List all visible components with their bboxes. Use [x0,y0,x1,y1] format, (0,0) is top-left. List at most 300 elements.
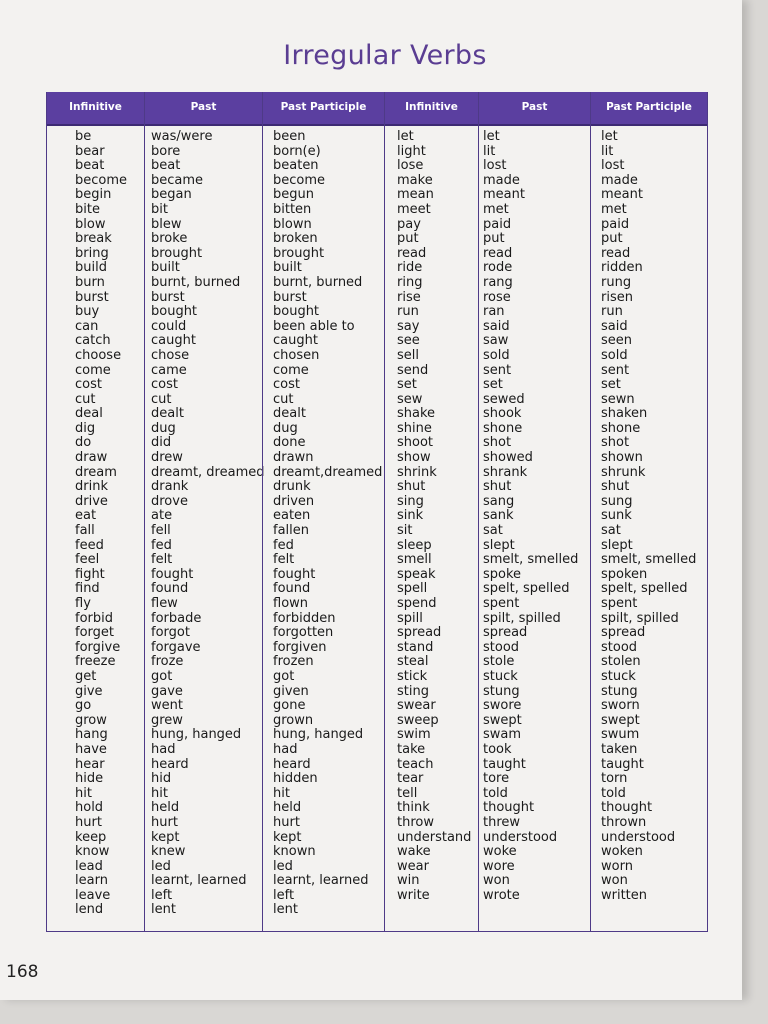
verb-form: draw [75,450,108,466]
verb-form: stand [397,639,434,655]
verb-form: go [75,698,92,714]
verb-form: forbidden [273,610,336,626]
verb-form: got [273,668,295,684]
verb-form: steal [397,654,429,670]
verb-form: lent [273,902,298,918]
verb-form: taken [601,741,638,757]
verb-form: freeze [75,654,116,670]
verb-form: meet [397,201,431,217]
verb-form: born(e) [273,143,321,159]
verb-form: tear [397,771,424,787]
column-header: Infinitive [385,92,478,126]
verb-form: drank [151,479,189,495]
verb-form: had [273,741,298,757]
verb-form: lent [151,902,176,918]
verb-form: sank [483,508,514,524]
verb-form: hung, hanged [273,727,364,743]
verb-form: swam [483,727,522,743]
verb-form: sewed [483,391,525,407]
verb-form: do [75,435,92,451]
verb-form: got [151,668,173,684]
verb-form: sell [397,347,419,363]
column-header: Infinitive [47,92,144,126]
verb-form: become [75,172,128,188]
verb-form: built [273,260,302,276]
verb-form: rung [601,274,632,290]
verb-form: shut [397,479,426,495]
column-past-participle-2 [590,92,708,932]
verb-form: began [151,187,192,203]
verb-form: tell [397,785,418,801]
verb-form: lend [75,902,104,918]
verb-form: held [151,800,180,816]
verb-form: spread [601,625,646,641]
verb-form: cut [75,391,96,407]
verb-form: fly [75,596,91,611]
verb-form: chosen [273,347,320,363]
verb-form: shown [601,450,643,466]
verb-form: hurt [273,814,300,830]
verb-form: dreamt,dreamed [273,464,383,480]
verb-form: read [397,245,427,261]
verb-form: hung, hanged [151,727,242,743]
verb-form: slept [483,537,515,553]
verb-form: drink [75,479,108,495]
verb-form: sat [483,523,503,539]
verb-form: fall [75,523,95,539]
verb-form: stuck [483,668,518,684]
verb-form: get [75,668,97,684]
verb-form: drew [151,450,183,466]
verb-form: hide [75,771,104,787]
verb-form: be [75,129,92,144]
verb-form: led [273,858,293,874]
verb-form: known [273,844,316,860]
verb-form: smelt, smelled [601,552,697,568]
verb-form: fought [151,566,194,582]
verb-form: burnt, burned [151,274,241,290]
verb-form: understand [397,829,472,845]
verb-form: begun [273,187,314,203]
verb-form: was/were [151,129,213,144]
verb-form: ring [397,274,423,290]
verb-form: catch [75,333,111,349]
page-title: Irregular Verbs [283,40,487,71]
verb-form: eaten [273,508,311,524]
verb-form: feel [75,552,100,568]
verb-form: woke [483,844,517,860]
verb-form: keep [75,829,107,845]
verb-form: sewn [601,391,635,407]
verb-form: build [75,260,107,276]
verb-form: made [601,172,638,188]
verb-form: frozen [273,654,314,670]
verb-form: swim [397,727,431,743]
verb-form: dug [273,420,298,436]
verb-form: break [75,231,112,247]
verb-form: deal [75,406,103,422]
table-bottom-border [46,931,708,932]
verb-form: drunk [273,479,311,495]
verb-form: said [483,318,510,334]
verb-form: shut [483,479,512,495]
verb-form: brought [273,245,325,261]
verb-form: gave [151,683,183,699]
verb-form: throw [397,814,434,830]
verb-form: sang [483,493,515,509]
verb-form: kept [273,829,302,845]
verb-form: did [151,435,172,451]
verb-form: sweep [397,712,439,728]
verb-form: choose [75,347,122,363]
verb-form: forget [75,625,114,641]
column-infinitive-1 [46,92,144,932]
verb-form: sink [397,508,424,524]
verb-form: blew [151,216,182,232]
verb-form: put [483,231,505,247]
verb-form: buy [75,304,100,320]
verb-form: rise [397,289,421,305]
verb-form: knew [151,844,186,860]
verb-form: send [397,362,429,378]
verb-form: hang [75,727,108,743]
verb-form: spent [483,596,520,611]
verb-form: say [397,318,420,334]
verb-form: torn [601,771,628,787]
verb-form: fought [273,566,316,582]
verb-form: sit [397,523,413,539]
verb-form: held [273,800,302,816]
verb-form: bitten [273,201,312,217]
column-past-participle-1 [262,92,384,932]
verb-form: write [397,887,430,903]
verb-form: had [151,741,176,757]
column-header: Past Participle [263,92,384,126]
verb-form: forbid [75,610,113,626]
verb-form: cost [273,377,300,393]
verb-form: read [601,245,631,261]
verb-form: sold [483,347,510,363]
verb-form: run [601,304,623,320]
verb-form: shine [397,420,432,436]
verb-form: cost [151,377,178,393]
verb-form: burst [75,289,109,305]
verb-form: shrunk [601,464,646,480]
verb-form: met [601,201,627,217]
verb-form: stole [483,654,515,670]
verb-form: felt [151,552,173,568]
verb-form: been [273,129,306,144]
verb-form: stolen [601,654,641,670]
verb-form: grown [273,712,314,728]
verb-form: swept [483,712,522,728]
verb-form: can [75,318,99,334]
verb-form: left [273,887,295,903]
verb-form: cost [75,377,102,393]
verb-form: spoke [483,566,522,582]
verb-form: run [397,304,419,320]
verb-form: burst [273,289,307,305]
verb-form: bought [151,304,198,320]
verb-form: came [151,362,187,378]
verb-form: sold [601,347,628,363]
verb-form: shot [483,435,512,451]
verb-form: hit [151,785,168,801]
verb-list [145,126,265,918]
verb-form: hidden [273,771,318,787]
verb-form: stuck [601,668,636,684]
verb-form: ran [483,304,505,320]
verb-form: lead [75,858,103,874]
verb-form: sing [397,493,424,509]
verb-form: spread [483,625,528,641]
verb-form: set [483,377,503,393]
verb-form: leave [75,887,111,903]
verb-form: bring [75,245,109,261]
verb-form: could [151,318,187,334]
verb-form: seen [601,333,633,349]
verb-form: win [397,873,420,889]
verb-form: burnt, burned [273,274,363,290]
verb-form: ride [397,260,423,276]
verb-form: become [273,172,326,188]
verb-form: bought [273,304,320,320]
verb-form: lost [483,158,507,174]
verb-form: shake [397,406,436,422]
verb-form: done [273,435,306,451]
verb-form: sunk [601,508,632,524]
verb-form: woken [601,844,643,860]
verb-form: give [75,683,103,699]
verb-form: spell [397,581,428,597]
verb-form: heard [273,756,311,772]
verb-form: taught [601,756,644,772]
verb-form: heard [151,756,189,772]
verb-list [479,126,590,903]
verb-form: made [483,172,520,188]
column-header: Past Participle [591,92,707,126]
column-past-1 [144,92,265,932]
verb-form: spoken [601,566,648,582]
verb-form: set [397,377,417,393]
verb-form: wear [397,858,429,874]
verb-form: forgotten [273,625,334,641]
verb-form: grew [151,712,183,728]
verb-list [263,126,384,918]
verb-form: forgave [151,639,201,655]
verb-form: know [75,844,110,860]
verb-form: dealt [273,406,306,422]
verb-form: spent [601,596,638,611]
verb-form: stood [483,639,520,655]
verb-form: took [483,741,512,757]
verb-form: fell [151,523,171,539]
verb-form: shot [601,435,630,451]
verb-form: ate [151,508,173,524]
verb-form: learn [75,873,108,889]
verb-form: sting [397,683,429,699]
verb-form: sent [601,362,630,378]
verb-form: shone [601,420,641,436]
verb-form: hid [151,771,172,787]
verb-form: put [601,231,623,247]
page-number: 168 [6,962,39,982]
verb-form: beat [75,158,105,174]
verb-form: drive [75,493,108,509]
verb-form: bear [75,143,105,159]
verb-form: met [483,201,509,217]
verb-form: beat [151,158,181,174]
verb-form: told [483,785,508,801]
column-past-2 [478,92,590,932]
verb-form: shrank [483,464,528,480]
verb-form: fed [151,537,172,553]
verb-form: hit [273,785,290,801]
verb-form: fallen [273,523,310,539]
verb-form: rose [483,289,511,305]
verb-form: smell [397,552,432,568]
verb-form: saw [483,333,509,349]
verb-form: felt [273,552,295,568]
verb-form: bite [75,201,100,217]
verb-form: shone [483,420,523,436]
verb-form: caught [151,333,196,349]
verb-form: left [151,887,173,903]
verb-form: written [601,887,648,903]
verb-form: swept [601,712,640,728]
verb-form: cut [273,391,294,407]
verb-form: lose [397,158,424,174]
verb-form: thought [483,800,535,816]
verb-form: sworn [601,698,640,714]
verb-form: hit [75,785,92,801]
verb-form: hold [75,800,104,816]
verb-form: come [75,362,111,378]
verb-form: ridden [601,260,643,276]
verb-form: light [397,143,426,159]
verb-form: forbade [151,610,202,626]
verb-form: forgiven [273,639,327,655]
verb-form: sung [601,493,633,509]
verb-form: stung [601,683,638,699]
verb-list [47,126,144,918]
verb-form: dealt [151,406,184,422]
verb-form: won [601,873,628,889]
verb-form: shoot [397,435,434,451]
verb-form: led [151,858,171,874]
verb-form: chose [151,347,190,363]
verb-form: lit [483,143,496,159]
verb-form: understood [483,829,558,845]
verb-form: let [397,129,414,144]
verb-form: spill [397,610,423,626]
verb-form: read [483,245,513,261]
verb-form: rode [483,260,513,276]
verb-form: swum [601,727,640,743]
verb-form: teach [397,756,434,772]
verb-form: fed [273,537,294,553]
verb-form: swear [397,698,436,714]
verb-form: stood [601,639,638,655]
verb-form: hurt [75,814,102,830]
verb-form: wrote [483,887,520,903]
verb-form: became [151,172,204,188]
verb-form: sew [397,391,423,407]
verb-form: bit [151,201,168,217]
verb-form: paid [483,216,512,232]
verb-form: told [601,785,626,801]
verb-form: forgot [151,625,190,641]
verb-form: shrink [397,464,437,480]
verb-form: set [601,377,621,393]
verb-form: caught [273,333,318,349]
verb-form: flown [273,596,309,611]
verb-form: broken [273,231,318,247]
verb-form: meant [483,187,525,203]
verb-form: spend [397,596,437,611]
verb-form: found [273,581,311,597]
verb-form: thought [601,800,653,816]
verb-form: froze [151,654,184,670]
verb-form: kept [151,829,180,845]
verb-form: spilt, spilled [483,610,561,626]
verb-form: cut [151,391,172,407]
verb-form: let [483,129,500,144]
verb-form: hear [75,756,105,772]
verb-form: meant [601,187,643,203]
verb-form: went [151,698,183,714]
verb-form: dreamt, dreamed [151,464,265,480]
verb-form: driven [273,493,315,509]
verb-form: think [397,800,430,816]
verb-form: lost [601,158,625,174]
verb-form: dug [151,420,176,436]
verb-list [591,126,707,903]
verb-form: thrown [601,814,647,830]
verb-form: tore [483,771,510,787]
verb-form: take [397,741,426,757]
verb-form: shaken [601,406,648,422]
verb-form: found [151,581,189,597]
verb-form: grow [75,712,107,728]
verb-form: stung [483,683,520,699]
verb-form: put [397,231,419,247]
verb-form: beaten [273,158,319,174]
verb-form: hurt [151,814,178,830]
verb-form: see [397,333,420,349]
verb-form: spilt, spilled [601,610,679,626]
verb-form: understood [601,829,676,845]
verb-form: drove [151,493,188,509]
verb-form: built [151,260,180,276]
verb-form: blow [75,216,106,232]
verb-form: have [75,741,107,757]
column-header: Past [145,92,262,126]
verb-form: sat [601,523,621,539]
verb-form: drawn [273,450,314,466]
verb-form: spread [397,625,442,641]
verb-form: smelt, smelled [483,552,579,568]
verb-form: spelt, spelled [483,581,570,597]
verb-form: fight [75,566,105,582]
verb-form: find [75,581,100,597]
verb-list [385,126,478,903]
verb-form: dig [75,420,96,436]
verb-form: forgive [75,639,121,655]
verb-form: blown [273,216,312,232]
verb-form: swore [483,698,522,714]
verb-form: sent [483,362,512,378]
